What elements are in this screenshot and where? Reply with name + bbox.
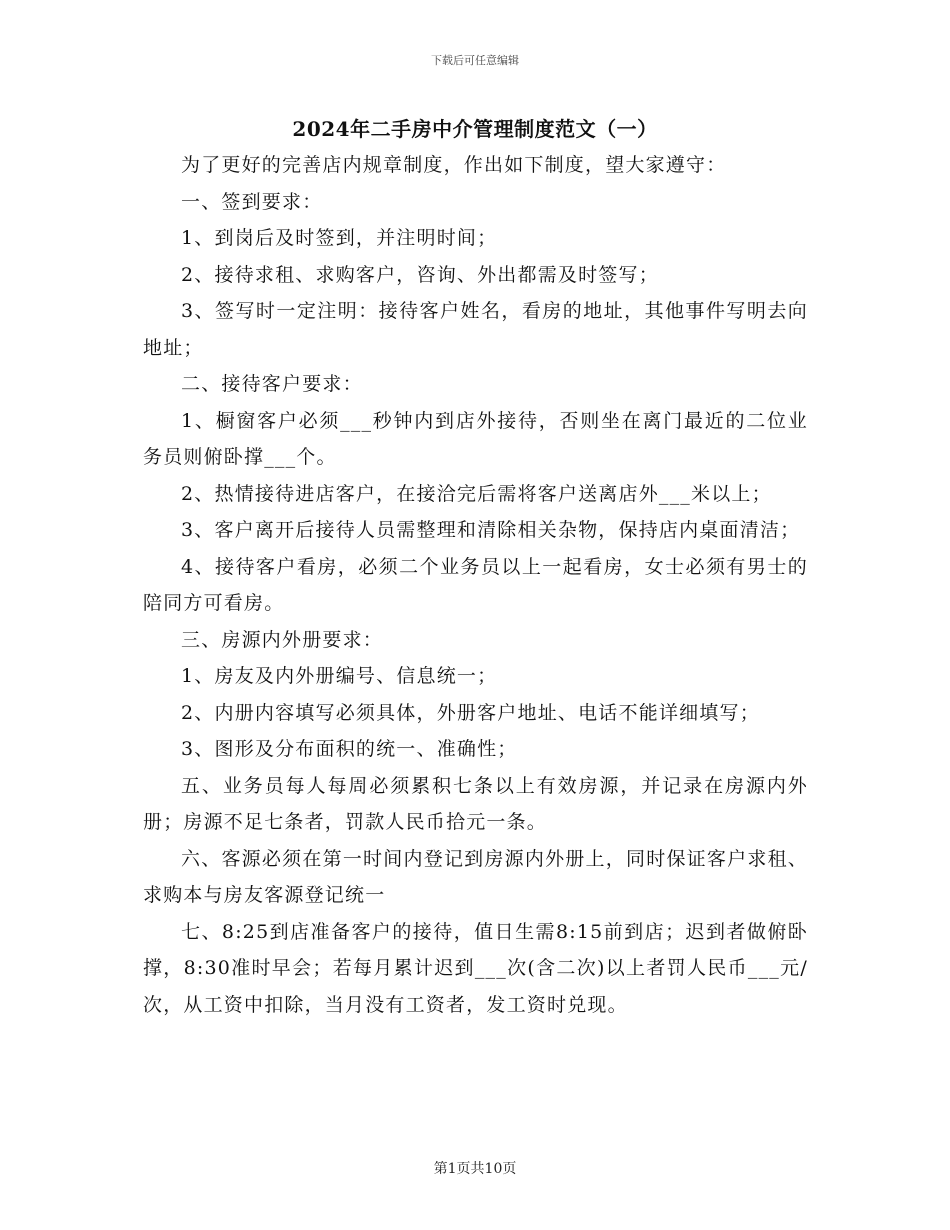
paragraph-item: 2、内册内容填写必须具体，外册客户地址、电话不能详细填写； [181,701,760,724]
document-title: 2024年二手房中介管理制度范文（一） [292,117,658,141]
paragraph-item: 1、橱窗客户必须___秒钟内到店外接待，否则坐在离门最近的二位业务员则俯卧撑___个。 [143,409,808,468]
document-body [143,147,808,1023]
section-paragraph-six: 六、客源必须在第一时间内登记到房源内外册上，同时保证客户求租、求购本与房友客源登记统一 [143,847,808,906]
section-paragraph-five: 五、业务员每人每周必须累积七条以上有效房源，并记录在房源内外册；房源不足七条者，罚款人民币拾元一条。 [143,774,808,833]
section-heading-listings: 三、房源内外册要求： [181,628,384,651]
section-heading-signin: 一、签到要求： [181,190,323,213]
section-paragraph-seven: 七、8:25到店准备客户的接待，值日生需8:15前到店；迟到者做俯卧撑，8:30准时早会；若每月累计迟到___次(含二次)以上者罚人民币___元/次，从工资中扣除，当月没有工资者，发工资时兑现。 [143,920,808,1016]
section-heading-reception: 二、接待客户要求： [181,373,363,395]
paragraph-item: 1、到岗后及时签到，并注明时间； [181,227,498,249]
page-number: 第1页共10页 [433,1161,517,1177]
paragraph-intro: 为了更好的完善店内规章制度，作出如下制度，望大家遵守： [181,154,727,176]
paragraph-item: 3、图形及分布面积的统一、准确性； [181,738,518,760]
paragraph-item: 3、签写时一定注明：接待客户姓名，看房的地址，其他事件写明去向地址； [143,300,808,359]
paragraph-item: 1、房友及内外册编号、信息统一； [181,665,498,687]
paragraph-item: 2、接待求租、求购客户，咨询、外出都需及时签写； [181,263,659,286]
header-note: 下载后可任意编辑 [431,54,519,67]
paragraph-item: 2、热情接待进店客户，在接洽完后需将客户送离店外___米以上； [181,482,772,505]
paragraph-item: 4、接待客户看房，必须二个业务员以上一起看房，女士必须有男士的陪同方可看房。 [143,555,808,614]
paragraph-item: 3、客户离开后接待人员需整理和清除相关杂物，保持店内桌面清洁； [181,519,801,541]
